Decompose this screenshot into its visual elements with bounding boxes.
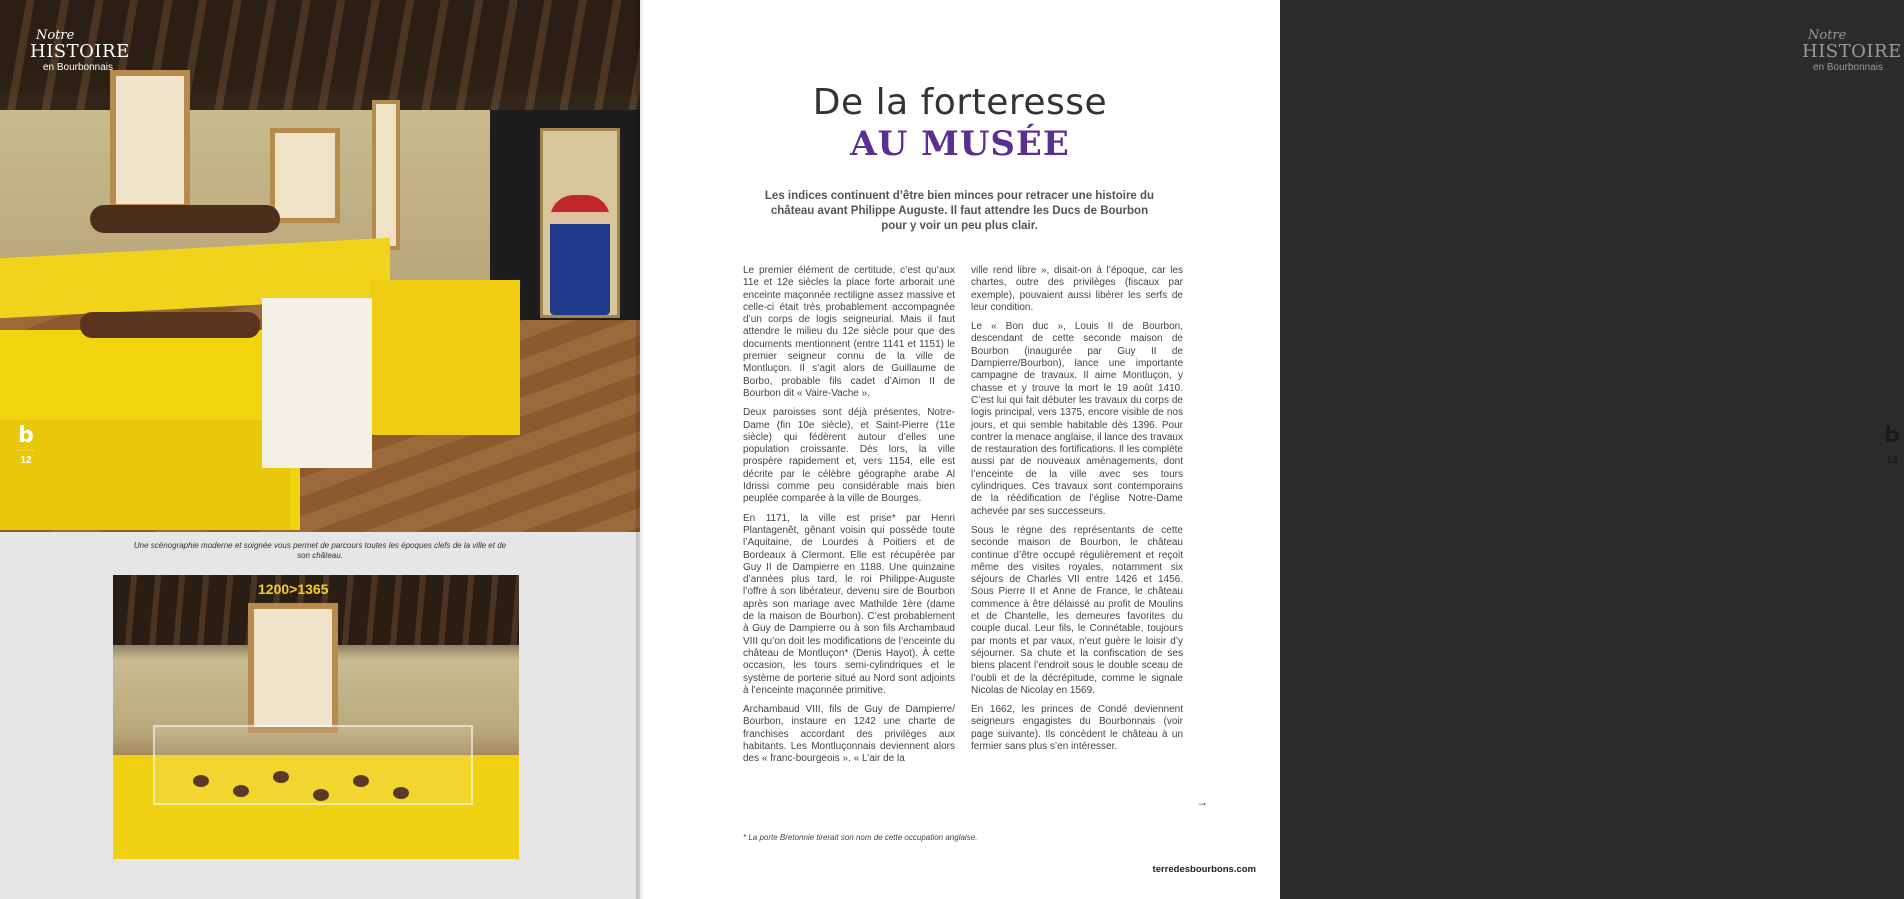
paragraph: En 1171, la ville est prise* par Henri Plantagenêt, gênant voisin qui possède toute l’Aquitaine, de Lourdes à Poitiers et de Bordeaux à Clermont. Elle est récupérée par Guy II de Dampierre en 1188. Une quinzaine d’années plus tard, le roi Philippe-Auguste l’offre à son libérateur, devenu sire de Bourbon après son mariage avec Mathilde 1ère (dame de la maison de Bourbon). C’est probablement à Guy de Dampierre ou à son fils Archambaud VIII qu’on doit les modifications de l’enceinte du château de Montluçon* (Denis Hayot). À cette occasion, les tours semi-cylindriques et le système de porterie situé au Nord sont adjoints à l’enceinte maçonnée primitive.: [743, 512, 955, 696]
photo-cannon: [90, 205, 280, 233]
photo-pedestal: [262, 298, 372, 468]
article-column-2: [971, 265, 1183, 760]
photo-yellow-platform: [370, 280, 520, 435]
photo-artifact: [273, 771, 289, 783]
article-title-accent: AU MUSÉE: [850, 124, 1070, 164]
logo-subtitle: en Bourbonnais: [1812, 62, 1884, 73]
paragraph: Le « Bon duc », Louis II de Bourbon, descendant de cette seconde maison de Bourbon (inaugurée par Guy II de Dampierre/Bourbon), lance une importante campagne de travaux. Il aime Montluçon, y chasse et y trouve la mort le 19 août 1410. C’est lui qui fait débuter les travaux du corps de logis principal, vers 1375, encore visible de nos jours, et qui semble habitable dès 1396. Pour contrer la menace anglaise, il lance des travaux de restauration des fortifications. Il les complète aussi par de nouveaux aménagements, dont l’enceinte de la ville avec ses tours cylindriques. Ces travaux sont contemporains de la réédification de l’église Notre-Dame achevée par ses successeurs.: [971, 321, 1183, 517]
article-title: De la forteresse: [812, 82, 1108, 123]
dots-icon: ·····: [16, 446, 36, 455]
photo-display-frame: [270, 128, 340, 223]
article-column-1: [743, 265, 955, 773]
museum-photo-secondary: [113, 575, 519, 859]
logo-subtitle: en Bourbonnais: [42, 62, 114, 73]
paragraph: Deux paroisses sont déjà présentes, Notre-Dame (fin 10e siècle), et Saint-Pierre (11e siècle) qui fédèrent autour d’elles une population croissante. Dès lors, la ville prospère rapidement et, vers 1154, elle est décrite par le célèbre géographe arabe Al Idrissi comme peu considérable mais bien peuplée comparée à la ville de Bourges.: [743, 407, 955, 505]
museum-photo-main: [0, 0, 640, 532]
photo-display-frame: [110, 70, 190, 210]
magazine-logo: [30, 28, 130, 74]
logo-histoire: HISTOIRE: [1802, 41, 1902, 62]
photo-caption: Une scénographie moderne et soignée vous permet de parcours toutes les époques clefs de la ville et de son château.: [133, 541, 507, 560]
photo-artifact: [353, 775, 369, 787]
photo-yellow-platform: [0, 420, 290, 530]
photo-cannon: [80, 312, 260, 338]
photo-date-tag: 1200>1365: [258, 581, 329, 597]
right-page: [640, 0, 1902, 899]
photo-artifact: [233, 785, 249, 797]
page-number: 12: [20, 455, 32, 466]
paragraph: Le premier élément de certitude, c’est qu’aux 11e et 12e siècles la place forte arborait une enceinte maçonnée rectiligne assez massive et celle-ci était très probablement accompagnée d’un corps de logis seigneurial. Mais il faut attendre le milieu du 12e siècle pour que des documents mentionnent (entre 1141 et 1151) le premier seigneur connu de la ville de Montluçon. Il s’agit alors de Guillaume de Borbo, probable fils cadet d’Aimon II de Bourbon dit « Vaire-Vache ».: [743, 265, 955, 399]
logo-notre: Notre: [36, 28, 75, 43]
page-number-right: [1880, 425, 1904, 467]
photo-artifact: [393, 787, 409, 799]
article-intro: Les indices continuent d’être bien minces pour retracer une histoire du château avant Philippe Auguste. Il faut attendre les Ducs de Bourbon pour y voir un peu plus clair.: [764, 190, 1155, 232]
left-page: [0, 0, 640, 899]
photo-costumed-figure: [550, 195, 610, 315]
continue-arrow-icon: →: [1196, 795, 1208, 809]
website-link[interactable]: terredesbourbons.com: [1152, 864, 1256, 875]
b-logo-icon: b: [1884, 423, 1900, 448]
paragraph: Archambaud VIII, fils de Guy de Dampierre/ Bourbon, instaure en 1242 une charte de franchises accordant des privilèges aux habitants. Les Montluçonnais deviennent alors des « franc-bourgeois ». « L’air de la: [743, 704, 955, 765]
photo-display-frame: [372, 100, 400, 250]
paragraph: ville rend libre », disait-on à l’époque, car les chartes, outre des privilèges (fiscaux par exemple), pouvaient aussi libérer les serfs de leur condition.: [971, 265, 1183, 313]
paragraph: En 1662, les princes de Condé deviennent seigneurs engagistes du Bourbonnais (voir page suivante). Ils concèdent le château à un fermier sans plus s’en intéresser.: [971, 704, 1183, 752]
page-spine: [636, 0, 644, 899]
b-logo-icon: b: [18, 423, 34, 448]
photo-artifact: [193, 775, 209, 787]
photo-artifact: [313, 789, 329, 801]
page-number: 13: [1886, 455, 1898, 466]
paragraph: Sous le règne des représentants de cette seconde maison de Bourbon, le château continue d’être occupé régulièrement et reçoit même des visites royales, notamment six séjours de Charles VII entre 1426 et 1456. Sous Pierre II et Anne de France, le château commence à être délaissé au profit de Moulins et de Chantelle, les demeures favorites du couple ducal. Leur fils, le Connétable, toujours par monts et par vaux, n’eut guère le loisir d’y séjourner. Sa chute et la confiscation de ses biens placent l’endroit sous le double sceau de l’oubli et de la décrépitude, comme le signale Nicolas de Nicolay en 1569.: [971, 524, 1183, 696]
photo-display-frame: [248, 603, 338, 733]
dots-icon: ·····: [1882, 446, 1902, 455]
magazine-logo: [1802, 28, 1902, 74]
logo-histoire: HISTOIRE: [30, 41, 130, 62]
footnote: * La porte Bretonnie tirerait son nom de cette occupation anglaise.: [743, 833, 978, 842]
logo-notre: Notre: [1808, 28, 1847, 43]
page-number-left: [14, 425, 38, 467]
